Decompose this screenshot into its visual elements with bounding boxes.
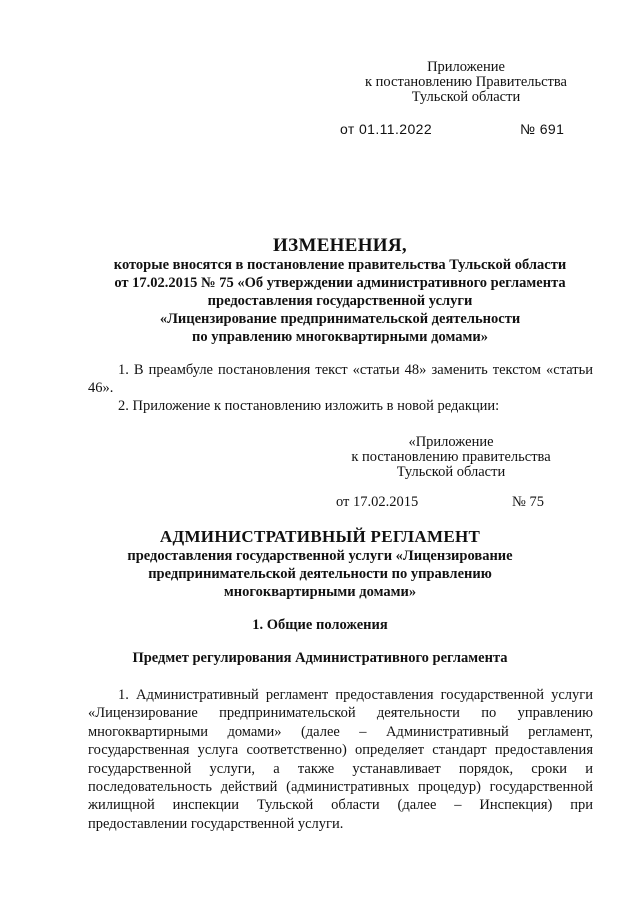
new-appendix-number: № 75	[512, 494, 544, 510]
regulation-subtitle-line: предоставления государственной услуги «Лицензирование	[127, 548, 513, 564]
subheading-line: которые вносятся в постановление правительства Тульской области	[113, 257, 567, 273]
subheading-line: «Лицензирование предпринимательской деятельности	[159, 311, 521, 327]
date-prefix: от	[340, 121, 355, 137]
appendix-line: к постановлению Правительства	[365, 74, 567, 90]
decree-number	[520, 121, 564, 137]
new-appendix-line: к постановлению правительства	[351, 449, 551, 465]
subheading-line: от 17.02.2015 № 75 «Об утверждении административного регламента	[114, 275, 566, 291]
changes-heading: ИЗМЕНЕНИЯ,	[273, 235, 407, 256]
appendix-block	[340, 60, 592, 105]
new-appendix-line: «Приложение	[408, 434, 494, 450]
change-item-2: 2. Приложение к постановлению изложить в новой редакции:	[118, 398, 500, 414]
change-item-1	[88, 361, 593, 398]
regulation-subtitle-line: многоквартирными домами»	[223, 584, 417, 600]
subheading-line: предоставления государственной услуги	[207, 293, 473, 309]
new-appendix-line: Тульской области	[396, 464, 506, 480]
regulation-subtitle-line: предпринимательской деятельности по управлению	[148, 566, 492, 582]
subject-heading: Предмет регулирования Административного регламента	[132, 650, 508, 666]
change-item-1-text: 1. В преамбуле постановления текст «статьи 48» заменить текстом «статьи 46».	[88, 362, 593, 397]
regulation-paragraph-1-text: 1. Административный регламент предоставления государственной услуги «Лицензирование предпринимательской деятельности по управлению многоквартирными домами» (далее – Административный регламент, государственная услуга соответственно) определяет стандарт предоставления государственной услуги, а также устанавливает порядок, сроки и последовательность действий (административных процедур) государственной жилищной инспекции Тульской области (далее – Инспекция) при предоставлении государственной услуги.	[88, 687, 593, 832]
regulation-title: АДМИНИСТРАТИВНЫЙ РЕГЛАМЕНТ	[159, 527, 481, 546]
changes-subheading	[60, 256, 620, 346]
appendix-line: Приложение	[427, 59, 505, 75]
decree-date-row	[340, 121, 580, 137]
new-appendix-date-row	[336, 494, 596, 511]
number-label: №	[520, 121, 536, 137]
new-appendix-date: от 17.02.2015	[336, 494, 419, 510]
regulation-paragraph-1	[88, 686, 593, 833]
subheading-line: по управлению многоквартирными домами»	[192, 329, 488, 345]
appendix-line: Тульской области	[411, 89, 521, 105]
new-appendix-block	[340, 435, 562, 480]
regulation-subtitle	[60, 547, 580, 601]
section-heading: 1. Общие положения	[252, 617, 388, 633]
date-value: 01.11.2022	[359, 121, 433, 137]
number-value: 691	[539, 121, 565, 137]
